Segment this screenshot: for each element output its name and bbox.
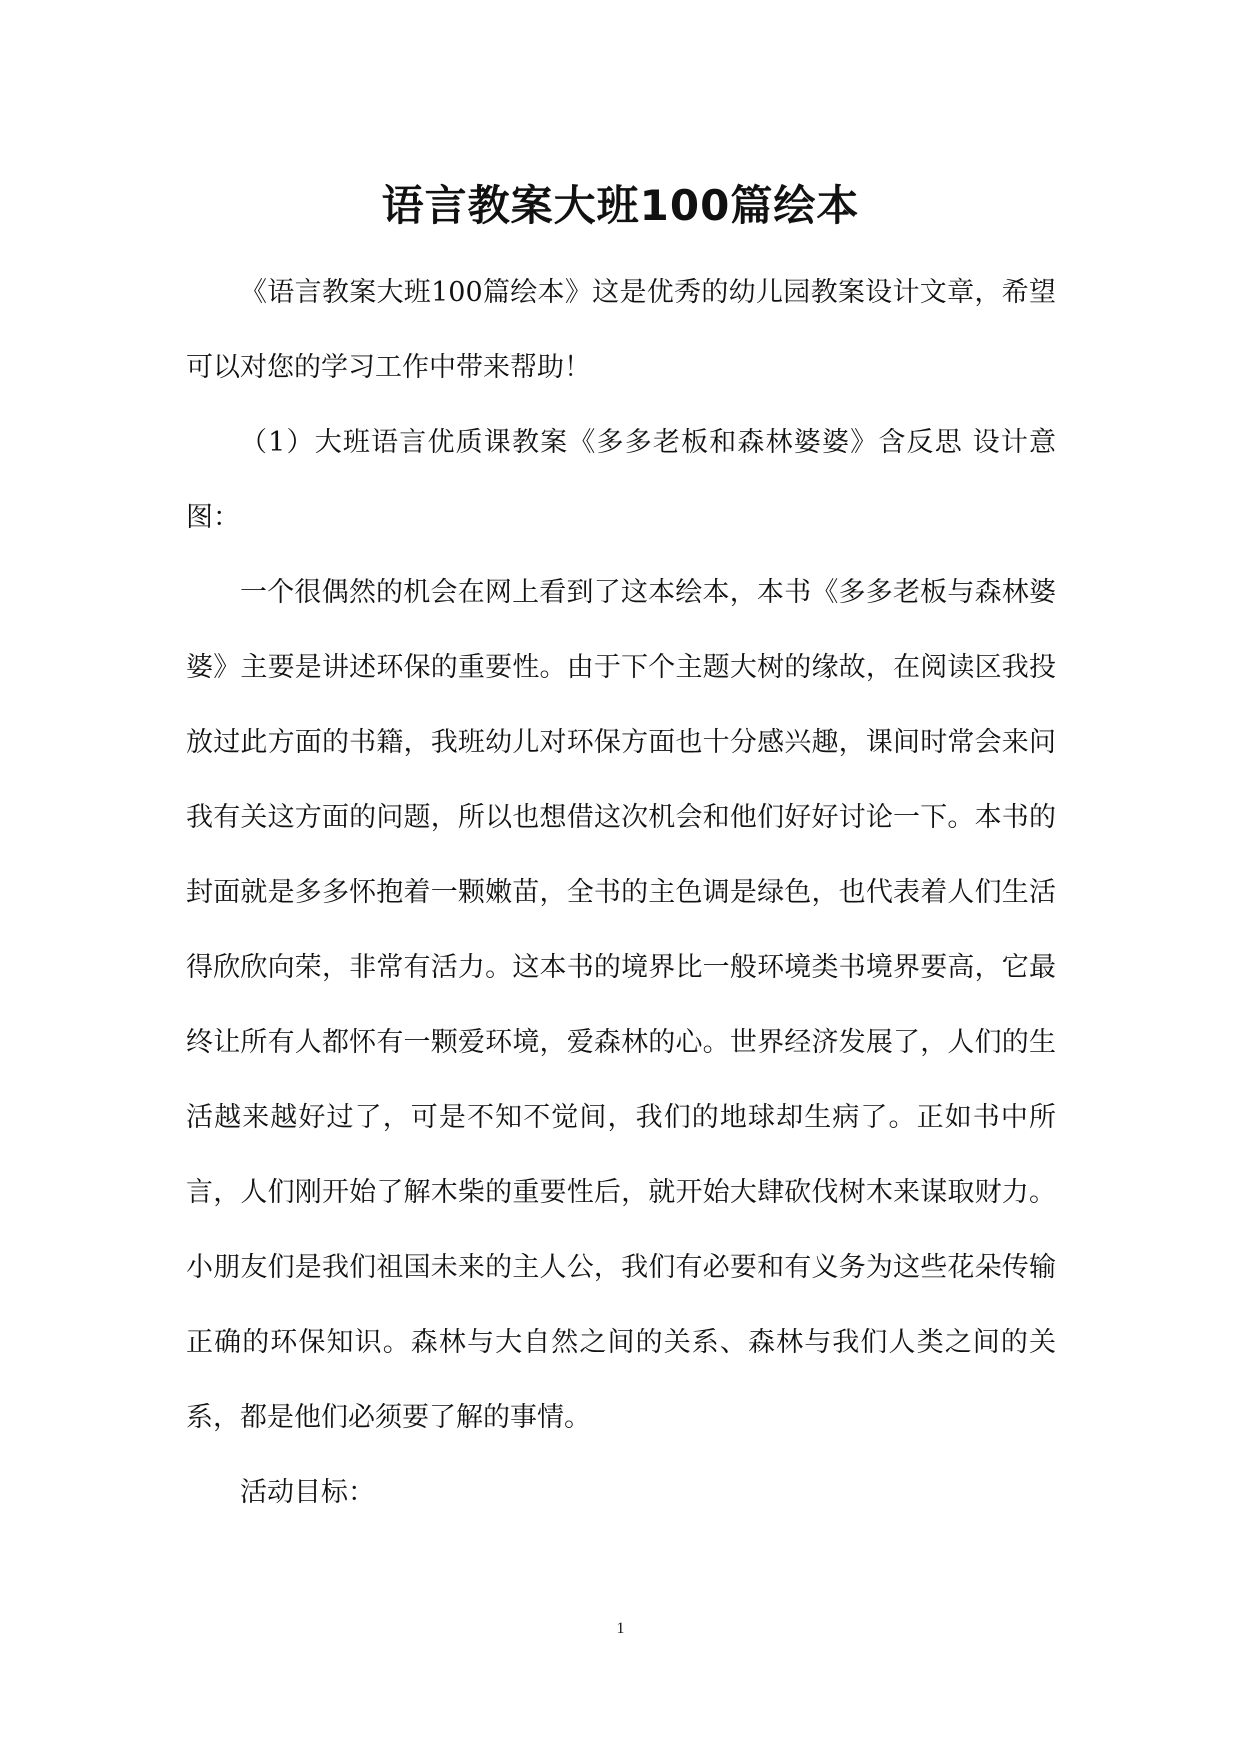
page-number: 1 (616, 1620, 625, 1637)
document-body (186, 255, 1056, 1530)
section-heading-paragraph: （1）大班语言优质课教案《多多老板和森林婆婆》含反思 设计意图： (186, 427, 1056, 533)
design-intent-paragraph: 一个很偶然的机会在网上看到了这本绘本，本书《多多老板与森林婆婆》主要是讲述环保的重要性。由于下个主题大树的缘故，在阅读区我投放过此方面的书籍，我班幼儿对环保方面也十分感兴趣，课间时常会来问我有关这方面的问题，所以也想借这次机会和他们好好讨论一下。本书的封面就是多多怀抱着一颗嫩苗，全书的主色调是绿色，也代表着人们生活得欣欣向荣，非常有活力。这本书的境界比一般环境类书境界要高，它最终让所有人都怀有一颗爱环境，爱森林的心。世界经济发展了，人们的生活越来越好过了，可是不知不觉间，我们的地球却生病了。正如书中所言，人们刚开始了解木柴的重要性后，就开始大肆砍伐树木来谋取财力。小朋友们是我们祖国未来的主人公，我们有必要和有义务为这些花朵传输正确的环保知识。森林与大自然之间的关系、森林与我们人类之间的关系，都是他们必须要了解的事情。 (186, 577, 1056, 1433)
intro-paragraph: 《语言教案大班100篇绘本》这是优秀的幼儿园教案设计文章，希望可以对您的学习工作中带来帮助！ (186, 277, 1056, 383)
activity-goals-heading: 活动目标： (240, 1477, 375, 1508)
document-title: 语言教案大班100篇绘本 (381, 181, 860, 231)
